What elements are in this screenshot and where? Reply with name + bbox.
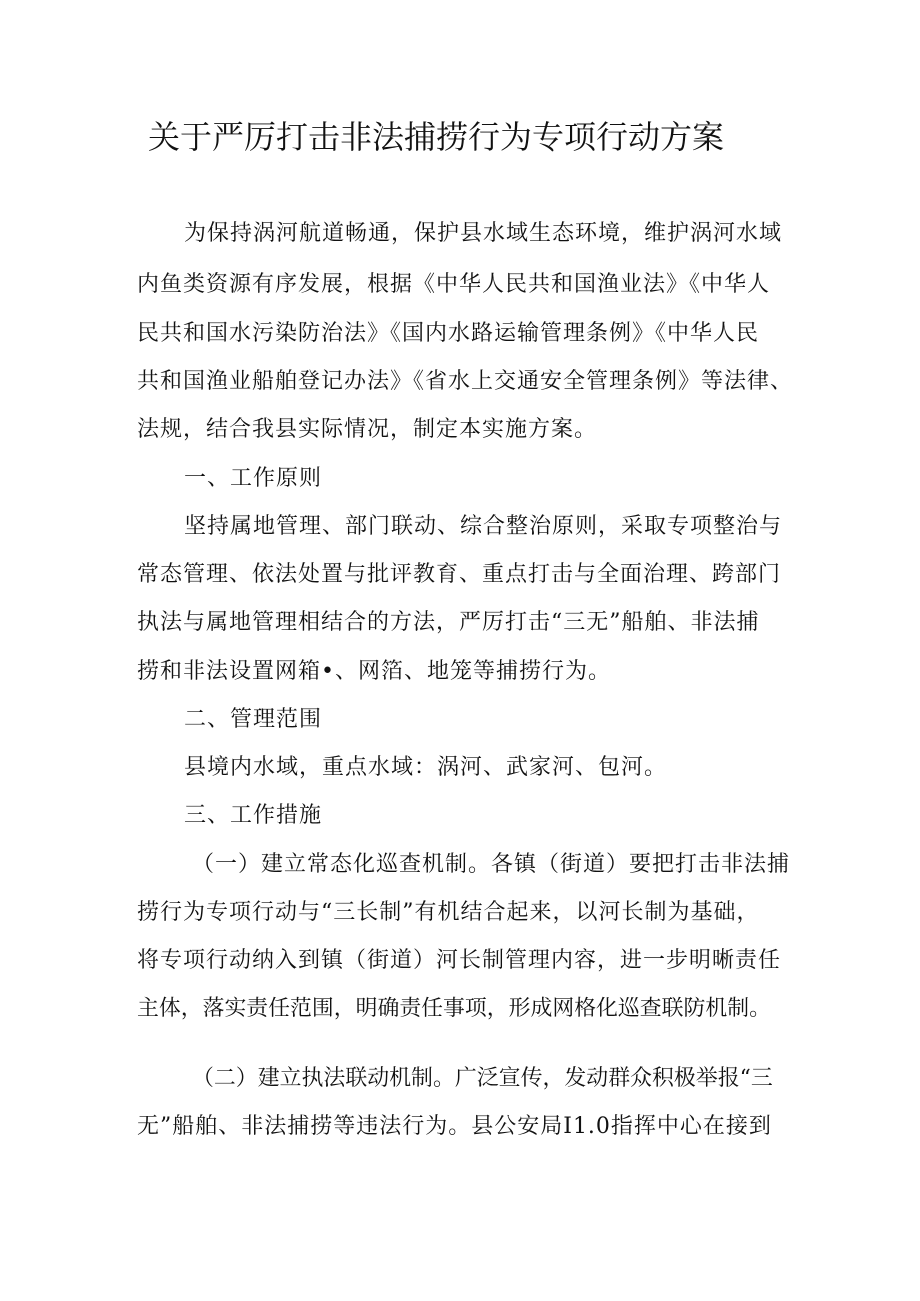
section-heading: 三、工作措施	[184, 803, 323, 828]
body-line: 坚持属地管理、部门联动、综合整治原则，采取专项整治与	[184, 514, 783, 539]
body-line: 捞行为专项行动与“三长制”有机结合起来，以河长制为基础，	[137, 900, 760, 925]
body-line: 县境内水域，重点水域：涡河、武家河、包河。	[184, 755, 668, 780]
section-heading: 二、管理范围	[184, 707, 323, 732]
body-line: 执法与属地管理相结合的方法，严厉打击“三无”船舶、非法捕	[137, 610, 760, 635]
body-line: 内鱼类资源有序发展，根据《中华人民共和国渔业法》《中华人	[137, 272, 771, 297]
body-line: 将专项行动纳入到镇（街道）河长制管理内容，进一步明晰责任	[137, 948, 782, 973]
body-line: 捞和非法设置网箱•、网箔、地笼等捕捞行为。	[137, 659, 611, 684]
body-line: 常态管理、依法处置与批评教育、重点打击与全面治理、跨部门	[137, 562, 782, 587]
body-line: 民共和国水污染防治法》《国内水路运输管理条例》《中华人民	[137, 321, 760, 346]
document-title: 关于严厉打击非法捕捞行为专项行动方案	[148, 118, 725, 156]
body-line: 主体，落实责任范围，明确责任事项，形成网格化巡查联防机制。	[137, 996, 771, 1021]
body-line: （一）建立常态化巡查机制。各镇（街道）要把打击非法捕	[192, 852, 791, 877]
body-line: 共和国渔业船舶登记办法》《省水上交通安全管理条例》等法律、	[137, 369, 794, 394]
body-line: 无”船舶、非法捕捞等违法行为。县公安局I1.0指挥中心在接到	[137, 1114, 772, 1139]
body-line: 法规，结合我县实际情况，制定本实施方案。	[137, 417, 598, 442]
body-line: 为保持涡河航道畅通，保护县水域生态环境，维护涡河水域	[184, 221, 783, 246]
section-heading: 一、工作原则	[184, 466, 323, 491]
body-line: （二）建立执法联动机制。广泛宣传，发动群众积极举报“三	[192, 1066, 773, 1091]
